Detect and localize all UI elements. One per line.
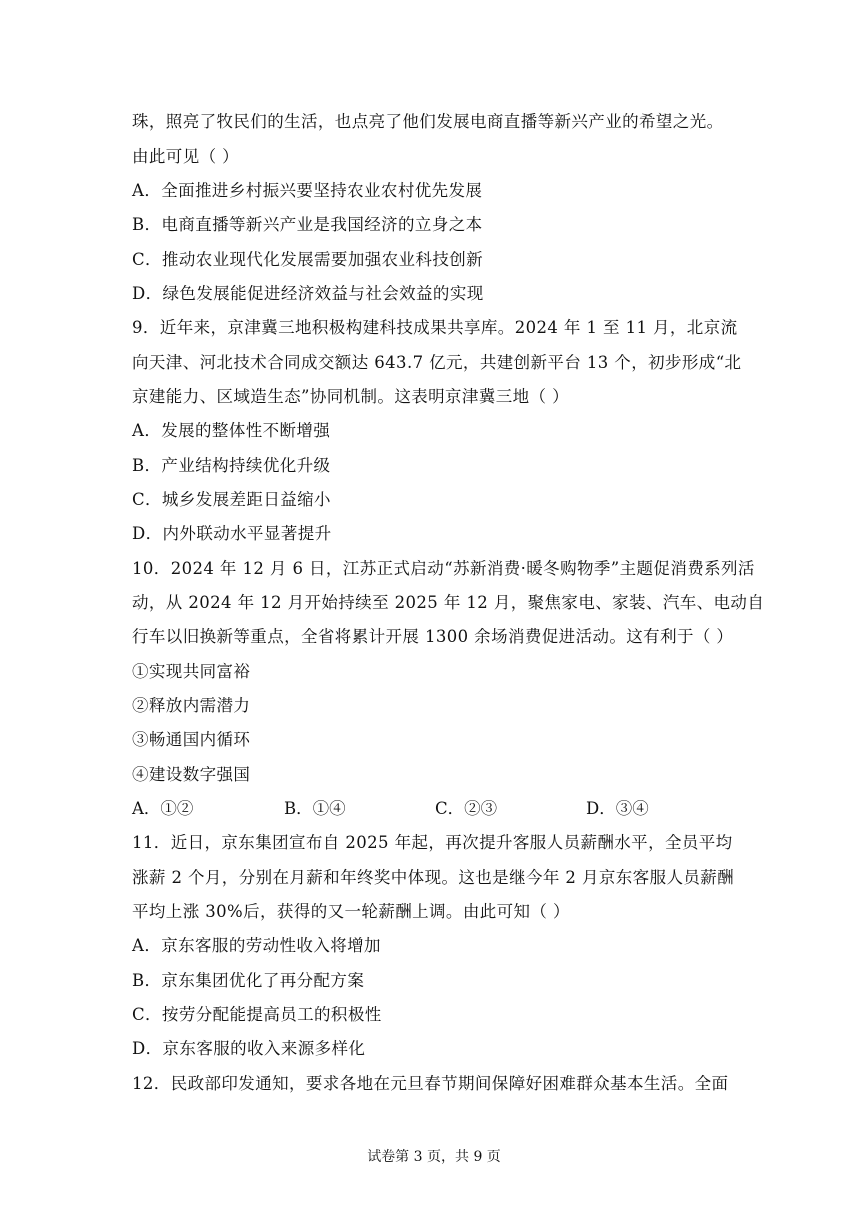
text-line: 行车以旧换新等重点，全省将累计开展 1300 余场消费促进活动。这有利于（ ）: [132, 627, 734, 646]
option-d: D．内外联动水平显著提升: [132, 524, 332, 543]
text-line: 动，从 2024 年 12 月开始持续至 2025 年 12 月，聚焦家电、家装、汽车、电动自: [132, 593, 765, 612]
statement-2: ②释放内需潜力: [132, 696, 251, 715]
option-d: D．绿色发展能促进经济效益与社会效益的实现: [132, 284, 484, 303]
text-line: 京建能力、区域造生态”协同机制。这表明京津冀三地（ ）: [132, 387, 569, 406]
option-c: C．推动农业现代化发展需要加强农业科技创新: [132, 250, 484, 269]
text-line: 珠，照亮了牧民们的生活，也点亮了他们发展电商直播等新兴产业的希望之光。: [132, 112, 724, 131]
statement-3: ③畅通国内循环: [132, 730, 251, 749]
option-b: B．电商直播等新兴产业是我国经济的立身之本: [132, 215, 483, 234]
option-d: D．京东客服的收入来源多样化: [132, 1039, 366, 1058]
option-a: A．①②: [132, 799, 194, 818]
option-b: B．京东集团优化了再分配方案: [132, 971, 365, 990]
statement-4: ④建设数字强国: [132, 765, 251, 784]
question-12: 12．民政部印发通知，要求各地在元旦春节期间保障好困难群众基本生活。全面: [132, 1074, 729, 1093]
question-9: 9．近年来，京津冀三地积极构建科技成果共享库。2024 年 1 至 11 月，北京流: [132, 318, 738, 337]
option-b: B．①④: [284, 799, 346, 818]
option-a: A．京东客服的劳动性收入将增加: [132, 936, 381, 955]
text-line: 由此可见（ ）: [132, 147, 240, 166]
question-11: 11．近日，京东集团宣布自 2025 年起，再次提升客服人员薪酬水平，全员平均: [132, 833, 733, 852]
option-d: D．③④: [586, 799, 649, 818]
question-10: 10．2024 年 12 月 6 日，江苏正式启动“苏新消费·暖冬购物季”主题促消费系列活: [132, 559, 755, 578]
page-footer: 试卷第 3 页，共 9 页: [367, 1149, 501, 1165]
option-c: C．按劳分配能提高员工的积极性: [132, 1005, 382, 1024]
option-c: C．城乡发展差距日益缩小: [132, 490, 331, 509]
option-a: A．全面推进乡村振兴要坚持农业农村优先发展: [132, 181, 483, 200]
text-line: 向天津、河北技术合同成交额达 643.7 亿元，共建创新平台 13 个，初步形成“北: [132, 353, 742, 372]
text-line: 涨薪 2 个月，分别在月薪和年终奖中体现。这也是继今年 2 月京东客服人员薪酬: [132, 868, 735, 887]
option-a: A．发展的整体性不断增强: [132, 421, 331, 440]
statement-1: ①实现共同富裕: [132, 662, 251, 681]
text-line: 平均上涨 30%后，获得的又一轮薪酬上调。由此可知（ ）: [132, 902, 570, 921]
option-b: B．产业结构持续优化升级: [132, 456, 331, 475]
option-c: C．②③: [435, 799, 498, 818]
